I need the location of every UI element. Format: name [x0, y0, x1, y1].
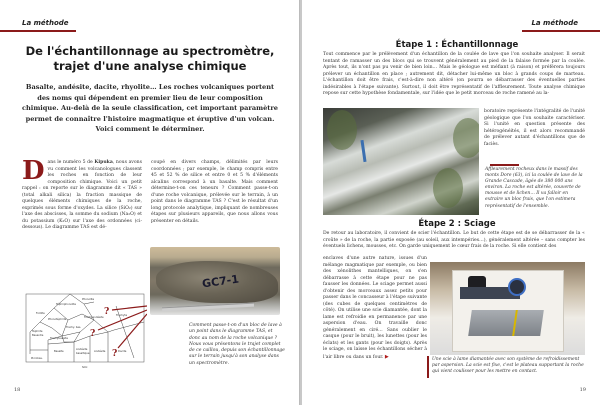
rubric-label: La méthode: [22, 19, 69, 27]
article-lead: [22, 82, 278, 135]
lava-block-photo: [150, 247, 280, 315]
page-number: 19: [579, 387, 586, 393]
title-line-1: De l'échantillonnage au spectromètre,: [25, 44, 275, 58]
question-mark-2: ?: [90, 329, 96, 339]
rubric-label: La méthode: [531, 19, 578, 27]
svg-text:Foïdite: Foïdite: [36, 312, 45, 315]
drop-cap: D: [22, 156, 45, 186]
lead-end: Voici comment le déterminer.: [95, 125, 205, 134]
question-mark-1: ?: [104, 307, 110, 317]
rock-outcrop-photo: [323, 108, 479, 215]
step-1-text: Tout commence par le prélèvement d'un échantillon de la coulée de lave que l'on souhaite analyser. Il serait tentant de ramasser un des blocs qui se trouvent généralement au pied de la falaise formée par la coulée. Après tout, ils n'ont pas pu venir de bien loin… Mais le géologue est méfiant (à raison) et préférera toujours prélever un échantillon en place ; autrement dit, détacher lui-même un bloc à grands coups de marteau. L'échantillon doit être frais, c'est-à-dire non altéré (on pourra se débarrasser des éventuelles parties indésirables à l'étape suivante). Surtout, il doit être représentatif de l'affleurement. Toute analyse chimique repose sur cette hypothèse fondamentale, sur l'idée que le petit morceau de roche ramené au la-: [323, 52, 585, 96]
measuring-tape: [512, 310, 518, 336]
moss-patch: [327, 110, 357, 150]
step-2-body: enclaves d'une autre nature, issues d'un mélange magmatique par exemple, ou bien des xénolithes mantelliques, on s'en débarrasse à cette étape pour ne pas fausser les données. Le sciage permet aussi d'obtenir des morceaux assez petits pour passer dans le concasseur à l'étape suivante (des cubes de quelques centimètres de côté). On utilise une scie diamantée, dont la lame est refroidie en permanence par une aspersion d'eau. On travaille donc généralement en ciré… Sans oublier le casque (pour le bruit), les lunettes (pour les éclats) et les gants (pour les doigts). Après le sciage, on laisse les échantillons sécher à l'air libre ou dans un four.: [323, 256, 427, 360]
magazine-name: Kipuka: [94, 160, 113, 165]
step-1-title: Étape 1 : Échantillonnage: [395, 40, 519, 50]
caption-bar: [427, 356, 429, 378]
saw-plate: [468, 310, 544, 336]
right-page: [300, 0, 600, 405]
moss-patch: [433, 168, 463, 208]
caption-rule: [490, 164, 519, 166]
diamond-saw-photo: [430, 262, 585, 355]
page-number: 18: [14, 387, 21, 393]
svg-text:Trachyte: Trachyte: [116, 314, 128, 317]
step-2-title: Étape 2 : Sciage: [418, 219, 496, 229]
svg-text:Basalte: Basalte: [54, 350, 64, 353]
ruler: [162, 303, 254, 312]
intro-text: ans le numéro 5 de: [47, 160, 95, 165]
title-line-2: trajet d'une analyse chimique: [53, 59, 247, 73]
step-2-text-continued: [323, 256, 427, 361]
svg-text:Picrobas.: Picrobas.: [31, 357, 43, 360]
article-title: [10, 44, 290, 74]
column-1-text: , nous avons vu comment les volcanologues classent les roches en fonction de leur composition chimique. Voici un petit rappel : on reporte sur le diagramme dit « TAS » (total alkali silica) la fraction massique de quelques éléments chimiques de la roche, exprimés sous forme d'oxydes. La silice (SiO₂) sur l'axe des abscisses, la somme du sodium (Na₂O) et du potassium (K₂O) sur l'axe des ordonnées (ci-dessous). Le diagramme TAS est dé-: [22, 160, 142, 230]
svg-text:Dacite: Dacite: [118, 350, 127, 353]
svg-text:Phonotéphrite: Phonotéphrite: [48, 318, 67, 321]
svg-text:Phonolite: Phonolite: [82, 298, 95, 301]
svg-text:basaltique: basaltique: [76, 352, 90, 355]
svg-text:Téphriphonolite: Téphriphonolite: [56, 303, 76, 306]
tas-caption: Comment passe-t-on d'un bloc de lave à un point dans le diagramme TAS, et donc au nom de la roche volcanique ? Nous vous présentons le trajet complet de ce caillou, depuis son échantillonnage sur le terrain jusqu'à son analyse dans un spectromètre.: [189, 323, 285, 366]
body-column-1: [22, 156, 142, 232]
svg-text:Trachybasalte: Trachybasalte: [50, 337, 68, 340]
svg-text:Trachy. bas.: Trachy. bas.: [66, 326, 82, 329]
moss-patch: [453, 118, 479, 158]
saw-blade: [508, 278, 526, 296]
svg-text:SiO₂: SiO₂: [82, 366, 88, 369]
tas-diagram: [22, 292, 147, 370]
end-of-article-icon: ▶: [384, 353, 389, 360]
rubric-underline: [522, 30, 600, 32]
hammer: [360, 140, 366, 162]
lead-text: Basalte, andésite, dacite, rhyolite… Les roches volcaniques portent des noms qui dépendent en premier lieu de leur composition chimique. Au-delà de la seule classification, cet important paramètre permet de connaître l'histoire magmatique et éruptive d'un volcan.: [22, 83, 279, 123]
svg-text:Trachyandésite: Trachyandésite: [84, 316, 104, 319]
question-mark-3: ?: [112, 349, 118, 359]
step-1-text-continued: boratoire représente l'intégralité de l'unité géologique que l'on souhaite caractériser. Si l'unité en question présente des hétérogénéités, il est alors recommandé de prélever autant d'échantillons que de faciès.: [484, 109, 585, 147]
svg-text:Téphrite: Téphrite: [32, 330, 43, 333]
sample-label: GC7-1: [201, 272, 240, 291]
body-column-2: coupé en divers champs, délimités par leurs coordonnées ; par exemple, le champ compris entre 45 et 52 % de silice et entre 0 et 5 % d'éléments alcalins correspond à un basalte. Mais comment détermine-t-on ces teneurs ? Comment passe-t-on d'une roche volcanique, prélevée sur le terrain, à un point dans le diagramme TAS ? C'est le résultat d'un long protocole analytique, impliquant de nombreuses étapes sur plusieurs appareils, que nous allons vous présenter en détails.: [151, 160, 278, 224]
outcrop-caption: Affleurement rocheux dans le massif des monts Dore (63), ici la coulée de lave de la Grande Cascade, âgée de 380 000 ans environ. La roche est altérée, couverte de mousse et de lichen… Il va falloir en extraire un bloc frais, que l'on estimera représentatif de l'ensemble.: [485, 167, 583, 209]
svg-text:Andésite: Andésite: [94, 350, 106, 353]
rubric-underline: [0, 30, 76, 32]
saw-caption: Une scie à lame diamantée avec son système de refroidissement par aspersion. La scie est fixe, c'est le plateau supportant la roche qui vient coulisser pour les mettre en contact.: [432, 357, 584, 375]
svg-text:Basanite: Basanite: [32, 334, 44, 337]
step-2-text: De retour au laboratoire, il convient de scier l'échantillon. Le but de cette étape est de se débarrasser de la « croûte » de la roche, la partie exposée (au soleil, aux intempéries…), généralement altérée – sans compter les éventuels lichens, mousses, etc. On garde uniquement le cœur frais de la roche. Si elle contient des: [323, 231, 585, 249]
svg-text:Andésite: Andésite: [76, 348, 88, 351]
